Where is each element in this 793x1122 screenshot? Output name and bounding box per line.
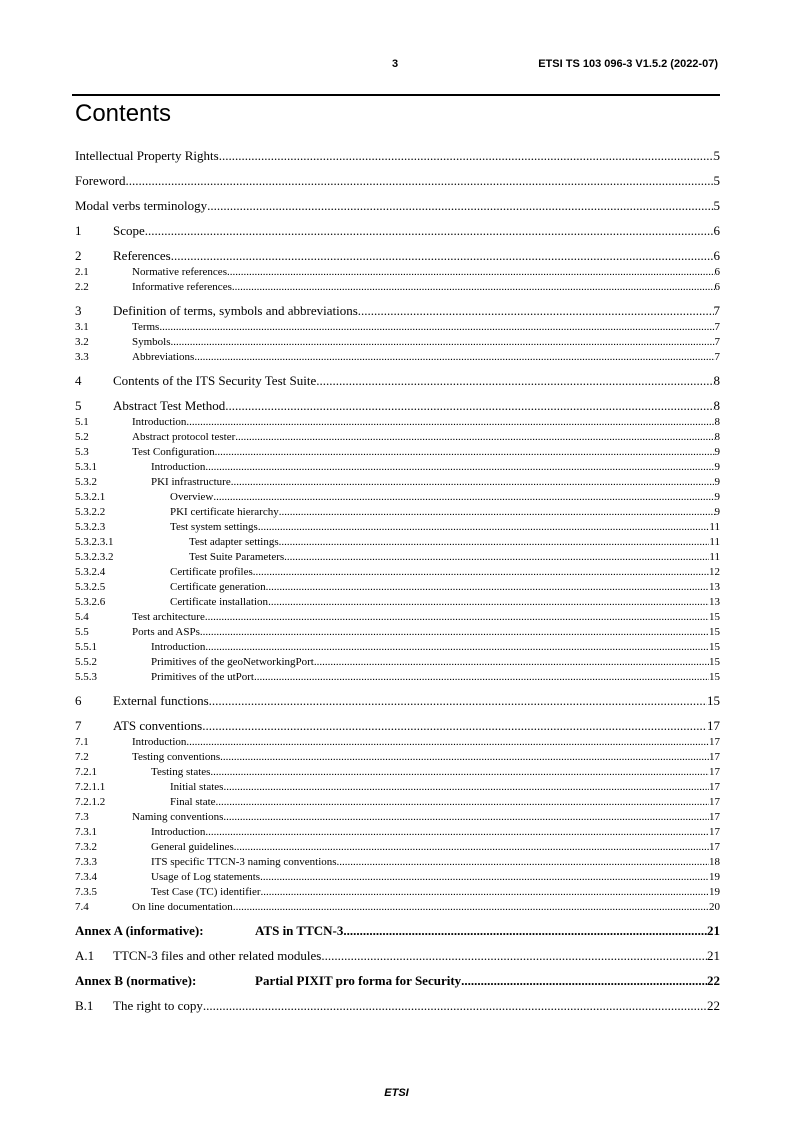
toc-entry[interactable] (75, 490, 720, 505)
toc-entry[interactable] (75, 535, 720, 550)
toc-page-number: 22 (707, 973, 720, 988)
toc-number: 5.3.2.1 (75, 491, 106, 503)
page-title: Contents (75, 100, 172, 127)
toc-leader-dots (234, 840, 709, 855)
toc-entry[interactable] (75, 840, 720, 855)
toc-title: Abstract protocol tester (132, 431, 236, 443)
toc-title: Contents of the ITS Security Test Suite (113, 373, 317, 388)
toc-leader-dots (227, 265, 715, 280)
toc-title: ITS specific TTCN-3 naming conventions (151, 856, 337, 868)
toc-leader-dots (171, 247, 714, 265)
toc-leader-dots (205, 640, 709, 655)
toc-leader-dots (203, 997, 707, 1015)
toc-number: 7.3.5 (75, 886, 97, 898)
toc-entry[interactable] (75, 595, 720, 610)
toc-title: External functions (113, 693, 209, 708)
toc-entry[interactable] (75, 372, 720, 390)
toc-leader-dots (200, 625, 709, 640)
toc-leader-dots (268, 595, 709, 610)
toc-leader-dots (337, 855, 709, 870)
toc-number: 5.3.2.5 (75, 581, 106, 593)
toc-number: 1 (75, 223, 82, 238)
toc-page-number: 5 (713, 173, 720, 188)
toc-title: Terms (132, 321, 160, 333)
toc-entry[interactable] (75, 247, 720, 265)
toc-leader-dots (461, 972, 707, 990)
toc-leader-dots (205, 825, 709, 840)
toc-entry[interactable] (75, 855, 720, 870)
toc-leader-dots (266, 580, 709, 595)
toc-entry[interactable] (75, 172, 720, 190)
document-id: ETSI TS 103 096-3 V1.5.2 (2022-07) (538, 58, 718, 70)
toc-title: On line documentation (132, 901, 233, 913)
toc-leader-dots (205, 610, 709, 625)
toc-entry[interactable] (75, 280, 720, 295)
toc-entry[interactable] (75, 475, 720, 490)
toc-entry[interactable] (75, 640, 720, 655)
toc-leader-dots (186, 735, 709, 750)
toc-title: Test Suite Parameters (189, 551, 285, 563)
toc-title: Testing states (151, 766, 211, 778)
toc-title: Certificate generation (170, 581, 266, 593)
toc-entry[interactable] (75, 335, 720, 350)
toc-page-number: 15 (709, 626, 720, 638)
toc-leader-dots (171, 335, 715, 350)
toc-leader-dots (225, 397, 713, 415)
toc-title: Primitives of the geoNetworkingPort (151, 656, 314, 668)
toc-leader-dots (279, 535, 710, 550)
toc-title: ATS in TTCN-3 (255, 923, 344, 938)
toc-page-number: 6 (714, 281, 720, 293)
toc-title: TTCN-3 files and other related modules (113, 948, 322, 963)
toc-page-number: 17 (709, 841, 720, 853)
toc-number: 5.3.2.2 (75, 506, 106, 518)
toc-page-number: 17 (707, 718, 720, 733)
toc-leader-dots (220, 750, 709, 765)
toc-entry[interactable] (75, 885, 720, 900)
toc-page-number: 13 (709, 596, 720, 608)
toc-entry[interactable] (75, 900, 720, 915)
toc-page-number: 20 (709, 901, 720, 913)
toc-title: Introduction (132, 416, 187, 428)
toc-leader-dots (215, 445, 715, 460)
table-of-contents (75, 147, 720, 1015)
toc-entry[interactable] (75, 825, 720, 840)
toc-leader-dots (202, 717, 707, 735)
toc-page-number: 9 (714, 446, 720, 458)
toc-title: PKI infrastructure (151, 476, 231, 488)
toc-entry[interactable] (75, 397, 720, 415)
toc-leader-dots (284, 550, 709, 565)
toc-page-number: 5 (713, 148, 720, 163)
toc-page-number: 8 (713, 398, 720, 413)
toc-leader-dots (253, 565, 709, 580)
toc-leader-dots (194, 350, 714, 365)
toc-leader-dots (254, 670, 709, 685)
toc-number: 5.2 (75, 431, 89, 443)
toc-leader-dots (314, 655, 709, 670)
toc-page-number: 11 (709, 521, 720, 533)
toc-title: PKI certificate hierarchy (170, 506, 279, 518)
toc-number: 3.3 (75, 351, 89, 363)
toc-number: 5.4 (75, 611, 89, 623)
toc-page-number: 9 (714, 491, 720, 503)
toc-leader-dots (321, 947, 707, 965)
toc-entry[interactable] (75, 520, 720, 535)
toc-number: 5.3.2 (75, 476, 97, 488)
toc-number: 7.4 (75, 901, 89, 913)
toc-title: Final state (170, 796, 216, 808)
toc-title: Informative references (132, 281, 232, 293)
toc-title: Testing conventions (132, 751, 221, 763)
toc-number: 5.5.2 (75, 656, 97, 668)
toc-number: A.1 (75, 948, 95, 963)
toc-page-number: 6 (713, 223, 720, 238)
toc-page-number: 9 (714, 506, 720, 518)
toc-title: Introduction (151, 461, 206, 473)
toc-title: Test architecture (132, 611, 205, 623)
toc-number: 7.3.3 (75, 856, 97, 868)
toc-leader-dots (223, 780, 709, 795)
toc-leader-dots (231, 475, 715, 490)
toc-leader-dots (260, 870, 709, 885)
toc-page-number: 17 (709, 781, 720, 793)
toc-entry[interactable] (75, 505, 720, 520)
toc-number: 5.3.2.4 (75, 566, 106, 578)
toc-leader-dots (213, 490, 714, 505)
toc-page-number: 8 (713, 373, 720, 388)
toc-entry[interactable] (75, 972, 720, 990)
toc-entry[interactable] (75, 415, 720, 430)
toc-title: Normative references (132, 266, 227, 278)
toc-entry[interactable] (75, 580, 720, 595)
toc-title: Naming conventions (132, 811, 224, 823)
toc-number: 3.2 (75, 336, 89, 348)
toc-number: 5.3 (75, 446, 89, 458)
toc-entry[interactable] (75, 565, 720, 580)
toc-entry[interactable] (75, 670, 720, 685)
toc-page-number: 17 (709, 811, 720, 823)
toc-page-number: 6 (714, 266, 720, 278)
toc-number: 7.3.2 (75, 841, 97, 853)
toc-leader-dots (159, 320, 714, 335)
toc-page-number: 15 (707, 693, 720, 708)
toc-title: Symbols (132, 336, 171, 348)
toc-number: 5.5.1 (75, 641, 97, 653)
toc-title: References (113, 248, 171, 263)
toc-page-number: 15 (709, 671, 720, 683)
toc-page-number: 12 (709, 566, 720, 578)
toc-entry[interactable] (75, 265, 720, 280)
toc-page-number: 15 (709, 611, 720, 623)
toc-number: 5.5 (75, 626, 89, 638)
toc-leader-dots (126, 172, 714, 190)
page-number: 3 (392, 58, 399, 70)
toc-title: Test Configuration (132, 446, 215, 458)
toc-page-number: 19 (709, 886, 720, 898)
toc-page-number: 9 (714, 461, 720, 473)
toc-entry[interactable] (75, 922, 720, 940)
toc-page-number: 11 (709, 536, 720, 548)
toc-title: Introduction (132, 736, 187, 748)
toc-leader-dots (145, 222, 714, 240)
toc-page-number: 17 (709, 826, 720, 838)
toc-title: Test Case (TC) identifier (151, 886, 261, 898)
toc-title: Modal verbs terminology (75, 198, 208, 213)
toc-entry[interactable] (75, 320, 720, 335)
toc-page-number: 9 (714, 476, 720, 488)
toc-number: 5 (75, 398, 82, 413)
toc-entry[interactable] (75, 222, 720, 240)
toc-entry[interactable] (75, 795, 720, 810)
toc-page-number: 8 (714, 431, 720, 443)
toc-title: Certificate installation (170, 596, 269, 608)
toc-title: Certificate profiles (170, 566, 253, 578)
toc-leader-dots (233, 900, 709, 915)
toc-page-number: 7 (714, 351, 720, 363)
toc-page-number: 18 (709, 856, 720, 868)
toc-leader-dots (209, 692, 707, 710)
toc-number: B.1 (75, 998, 94, 1013)
footer-label: ETSI (384, 1087, 409, 1099)
toc-page-number: 15 (709, 656, 720, 668)
toc-title: Ports and ASPs (132, 626, 200, 638)
toc-leader-dots (261, 885, 709, 900)
toc-title: Overview (170, 491, 214, 503)
toc-number: 7.2.1.1 (75, 781, 106, 793)
toc-page-number: 13 (709, 581, 720, 593)
toc-title: Intellectual Property Rights (75, 148, 219, 163)
toc-page-number: 6 (713, 248, 720, 263)
toc-title: Abstract Test Method (113, 398, 226, 413)
toc-page-number: 17 (709, 736, 720, 748)
toc-entry[interactable] (75, 430, 720, 445)
toc-entry[interactable] (75, 610, 720, 625)
toc-title: Usage of Log statements (151, 871, 261, 883)
toc-title: Introduction (151, 826, 206, 838)
toc-number: 5.5.3 (75, 671, 97, 683)
toc-entry[interactable] (75, 717, 720, 735)
toc-title: Definition of terms, symbols and abbreviations (113, 303, 358, 318)
toc-leader-dots (216, 795, 709, 810)
toc-entry[interactable] (75, 765, 720, 780)
toc-page-number: 17 (709, 751, 720, 763)
toc-entry[interactable] (75, 780, 720, 795)
toc-page-number: 17 (709, 766, 720, 778)
toc-number: 7.1 (75, 736, 89, 748)
toc-number: 5.3.2.3.2 (75, 551, 114, 563)
toc-entry[interactable] (75, 870, 720, 885)
toc-number: 5.3.2.3.1 (75, 536, 114, 548)
toc-entry[interactable] (75, 197, 720, 215)
toc-entry[interactable] (75, 810, 720, 825)
toc-title: Primitives of the utPort (151, 671, 254, 683)
toc-leader-dots (258, 520, 710, 535)
toc-entry[interactable] (75, 147, 720, 165)
toc-number: 5.3.2.3 (75, 521, 106, 533)
toc-entry[interactable] (75, 350, 720, 365)
toc-leader-dots (279, 505, 715, 520)
toc-title: Test system settings (170, 521, 258, 533)
toc-entry[interactable] (75, 460, 720, 475)
toc-title: Scope (113, 223, 145, 238)
toc-number: 7 (75, 718, 82, 733)
toc-page-number: 22 (707, 998, 720, 1013)
toc-page-number: 7 (714, 336, 720, 348)
toc-entry[interactable] (75, 445, 720, 460)
toc-entry[interactable] (75, 735, 720, 750)
toc-number: 2 (75, 248, 82, 263)
toc-number: 3 (75, 303, 82, 318)
header-rule (72, 94, 720, 96)
toc-page-number: 17 (709, 796, 720, 808)
toc-entry[interactable] (75, 625, 720, 640)
toc-leader-dots (186, 415, 714, 430)
annex-label: Annex A (informative): (75, 923, 204, 938)
toc-page-number: 11 (709, 551, 720, 563)
toc-leader-dots (205, 460, 714, 475)
toc-number: 7.3.4 (75, 871, 97, 883)
toc-leader-dots (210, 765, 709, 780)
toc-page-number: 19 (709, 871, 720, 883)
toc-number: 2.2 (75, 281, 89, 293)
toc-title: Partial PIXIT pro forma for Security (255, 973, 462, 988)
toc-leader-dots (232, 280, 715, 295)
toc-number: 7.2.1 (75, 766, 97, 778)
toc-page-number: 7 (713, 303, 720, 318)
toc-page-number: 21 (707, 948, 720, 963)
toc-number: 7.2 (75, 751, 89, 763)
toc-leader-dots (316, 372, 713, 390)
toc-number: 5.3.2.6 (75, 596, 106, 608)
toc-number: 5.3.1 (75, 461, 97, 473)
toc-number: 7.3 (75, 811, 89, 823)
toc-entry[interactable] (75, 550, 720, 565)
toc-leader-dots (223, 810, 709, 825)
toc-number: 6 (75, 693, 82, 708)
toc-leader-dots (219, 147, 714, 165)
toc-title: The right to copy (113, 998, 203, 1013)
toc-number: 7.3.1 (75, 826, 97, 838)
toc-entry[interactable] (75, 655, 720, 670)
toc-title: Foreword (75, 173, 126, 188)
annex-label: Annex B (normative): (75, 973, 197, 988)
toc-entry[interactable] (75, 750, 720, 765)
toc-page-number: 8 (714, 416, 720, 428)
toc-number: 2.1 (75, 266, 89, 278)
toc-leader-dots (235, 430, 714, 445)
toc-leader-dots (343, 922, 707, 940)
toc-title: Introduction (151, 641, 206, 653)
toc-page-number: 5 (713, 198, 720, 213)
toc-page-number: 21 (707, 923, 720, 938)
toc-leader-dots (358, 302, 714, 320)
toc-entry[interactable] (75, 302, 720, 320)
toc-number: 7.2.1.2 (75, 796, 106, 808)
toc-entry[interactable] (75, 997, 720, 1015)
toc-title: Abbreviations (132, 351, 195, 363)
toc-number: 3.1 (75, 321, 89, 333)
toc-title: Test adapter settings (189, 536, 279, 548)
toc-page-number: 15 (709, 641, 720, 653)
toc-entry[interactable] (75, 692, 720, 710)
toc-leader-dots (207, 197, 713, 215)
toc-entry[interactable] (75, 947, 720, 965)
toc-page-number: 7 (714, 321, 720, 333)
toc-title: Initial states (170, 781, 224, 793)
toc-title: ATS conventions (113, 718, 203, 733)
toc-number: 4 (75, 373, 82, 388)
toc-title: General guidelines (151, 841, 234, 853)
toc-number: 5.1 (75, 416, 89, 428)
